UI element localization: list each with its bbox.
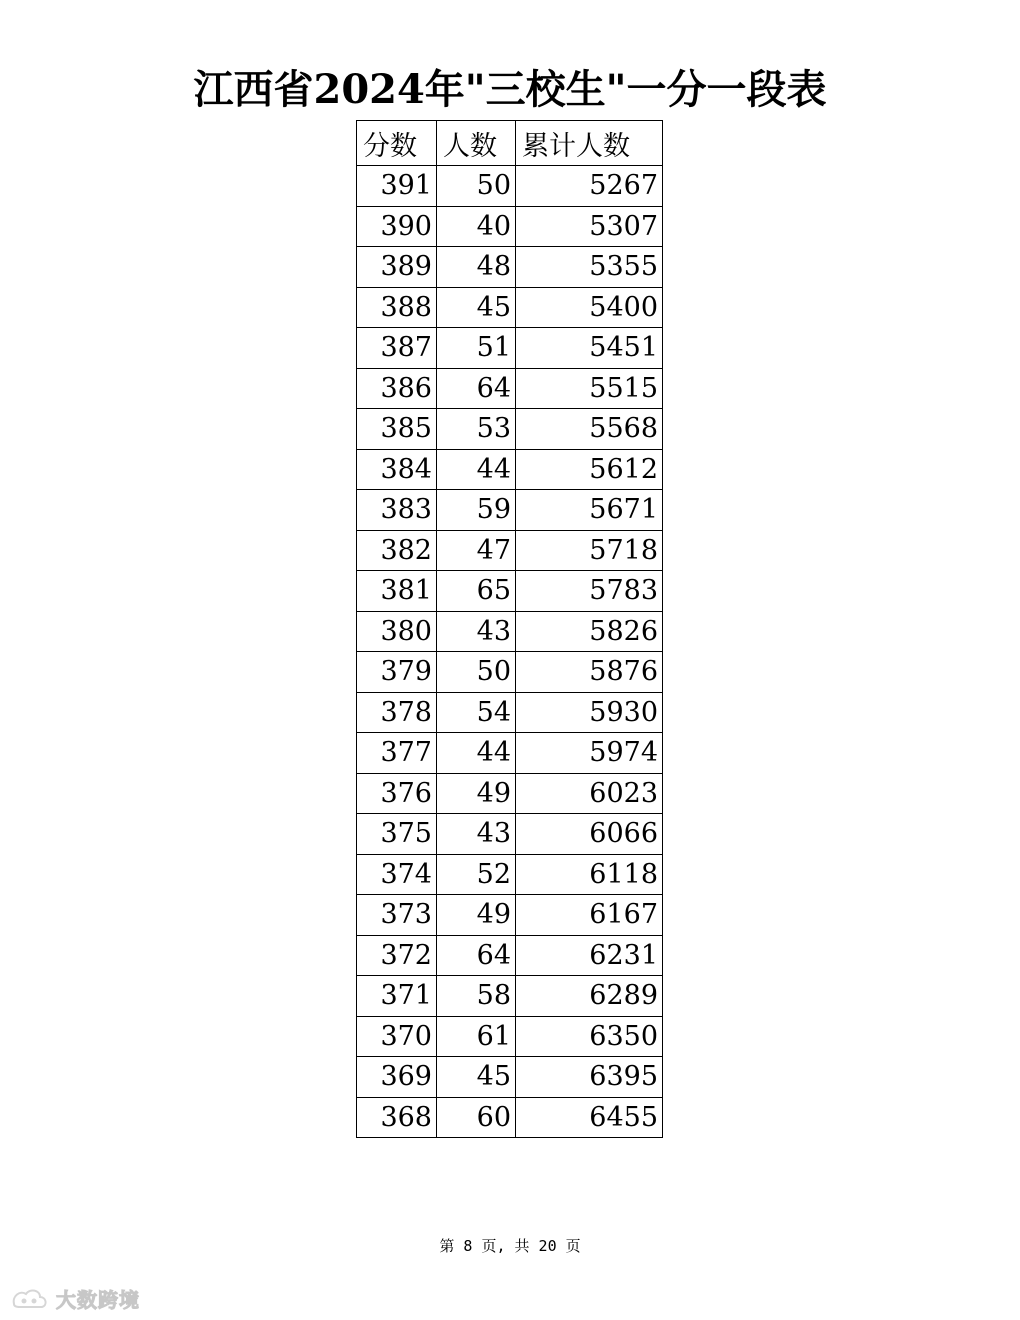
cell-score: 379 [357,652,437,693]
table-row [357,490,663,531]
table-header [357,121,663,166]
table-row [357,935,663,976]
table-row [357,409,663,450]
page-footer [0,1236,1020,1256]
table-row [357,206,663,247]
table-row [357,652,663,693]
table-row [357,449,663,490]
cell-count: 49 [437,773,516,814]
cell-score: 380 [357,611,437,652]
cell-cumulative: 5515 [516,368,663,409]
cell-count: 40 [437,206,516,247]
cell-score: 383 [357,490,437,531]
cell-count: 48 [437,247,516,288]
cell-cumulative: 5974 [516,733,663,774]
table-row [357,287,663,328]
cell-count: 44 [437,733,516,774]
cell-count: 44 [437,449,516,490]
cell-score: 378 [357,692,437,733]
cell-score: 384 [357,449,437,490]
cell-score: 387 [357,328,437,369]
cell-count: 51 [437,328,516,369]
table-row [357,247,663,288]
cell-count: 50 [437,166,516,207]
cell-count: 61 [437,1016,516,1057]
cell-score: 382 [357,530,437,571]
cell-count: 47 [437,530,516,571]
cell-cumulative: 6066 [516,814,663,855]
cell-cumulative: 6455 [516,1097,663,1138]
score-distribution-table [356,120,663,1138]
table-row [357,1097,663,1138]
cell-cumulative: 6350 [516,1016,663,1057]
cell-score: 376 [357,773,437,814]
cell-score: 371 [357,976,437,1017]
cell-cumulative: 5267 [516,166,663,207]
cell-count: 43 [437,814,516,855]
cell-cumulative: 5671 [516,490,663,531]
header-cumulative: 累计人数 [516,121,663,166]
cell-score: 385 [357,409,437,450]
cell-cumulative: 6395 [516,1057,663,1098]
header-row [357,121,663,166]
cell-score: 391 [357,166,437,207]
cell-score: 381 [357,571,437,612]
table-body [357,166,663,1138]
cell-count: 65 [437,571,516,612]
table-row [357,166,663,207]
table-row [357,571,663,612]
cell-cumulative: 5930 [516,692,663,733]
cell-cumulative: 6231 [516,935,663,976]
cell-score: 388 [357,287,437,328]
cell-count: 54 [437,692,516,733]
cell-count: 49 [437,895,516,936]
cell-cumulative: 5400 [516,287,663,328]
cell-count: 52 [437,854,516,895]
cell-count: 59 [437,490,516,531]
cell-score: 377 [357,733,437,774]
cell-count: 53 [437,409,516,450]
cell-score: 373 [357,895,437,936]
table-row [357,773,663,814]
table-row [357,895,663,936]
table-row [357,814,663,855]
cell-cumulative: 5355 [516,247,663,288]
cell-cumulative: 6118 [516,854,663,895]
cell-cumulative: 5876 [516,652,663,693]
table-row [357,611,663,652]
table-row [357,976,663,1017]
cell-score: 386 [357,368,437,409]
cell-cumulative: 5718 [516,530,663,571]
cell-score: 389 [357,247,437,288]
page-title: 江西省2024年"三校生"一分一段表 [193,66,827,113]
table-row [357,328,663,369]
cell-cumulative: 6289 [516,976,663,1017]
cell-score: 375 [357,814,437,855]
cell-cumulative: 5783 [516,571,663,612]
cell-count: 60 [437,1097,516,1138]
table-row [357,1016,663,1057]
cell-count: 45 [437,1057,516,1098]
cell-count: 43 [437,611,516,652]
cell-cumulative: 5307 [516,206,663,247]
brand-logo-icon [10,1286,50,1312]
cell-score: 370 [357,1016,437,1057]
page-number-label: 第 8 页, 共 20 页 [439,1237,581,1255]
cell-score: 390 [357,206,437,247]
watermark-text: 大数跨境 [56,1288,140,1312]
cell-cumulative: 6023 [516,773,663,814]
cell-count: 58 [437,976,516,1017]
header-count: 人数 [437,121,516,166]
cell-count: 64 [437,935,516,976]
cell-score: 374 [357,854,437,895]
table-row [357,368,663,409]
header-score: 分数 [357,121,437,166]
cell-cumulative: 5568 [516,409,663,450]
cell-score: 369 [357,1057,437,1098]
cell-cumulative: 5612 [516,449,663,490]
watermark [10,1284,140,1313]
cell-cumulative: 5451 [516,328,663,369]
cell-count: 50 [437,652,516,693]
table-row [357,530,663,571]
cell-count: 45 [437,287,516,328]
table-row [357,692,663,733]
cell-cumulative: 6167 [516,895,663,936]
cell-score: 372 [357,935,437,976]
cell-count: 64 [437,368,516,409]
table-row [357,1057,663,1098]
cell-cumulative: 5826 [516,611,663,652]
table-row [357,733,663,774]
table-row [357,854,663,895]
cell-score: 368 [357,1097,437,1138]
